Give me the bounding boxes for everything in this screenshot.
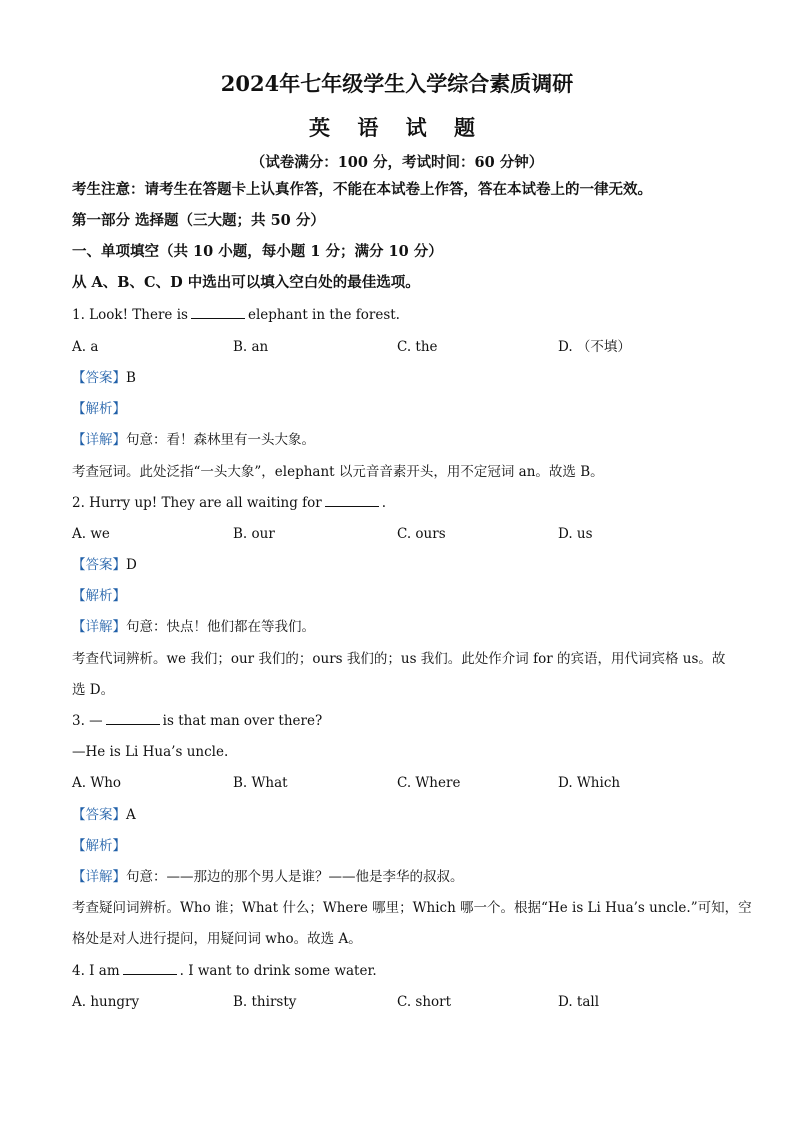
q3-option-b: B. What <box>233 775 288 791</box>
q2-detail: 【详解】句意：快点！他们都在等我们。 <box>72 619 315 635</box>
q4-option-c: C. short <box>397 994 452 1010</box>
question-2-stem: 2. Hurry up! They are all waiting for . <box>72 495 387 511</box>
q4-option-b: B. thirsty <box>233 994 297 1010</box>
exam-title: 2024年七年级学生入学综合素质调研 <box>220 71 574 96</box>
section-instruction: 从 A、B、C、D 中选出可以填入空白处的最佳选项。 <box>72 274 420 291</box>
section-heading: 一、单项填空（共 10 小题，每小题 1 分；满分 10 分） <box>72 243 443 260</box>
answer-blank <box>325 494 379 507</box>
q3-option-a: A. Who <box>72 775 122 791</box>
q1-answer: 【答案】B <box>72 370 136 386</box>
question-3-stem: 3. — is that man over there? <box>72 713 323 729</box>
q3-analysis: 【解析】 <box>72 838 126 854</box>
q2-answer: 【答案】D <box>72 557 137 573</box>
q1-explanation: 考查冠词。此处泛指“一头大象”，elephant 以元音音素开头，用不定冠词 an。故选 B。 <box>72 464 604 480</box>
q2-explanation-line-1: 考查代词辨析。we 我们；our 我们的；ours 我们的；us 我们。此处作介词 for 的宾语，用代词宾格 us。故 <box>72 651 726 667</box>
q3-explanation-line-2: 格处是对人进行提问，用疑问词 who。故选 A。 <box>72 931 362 947</box>
answer-blank <box>123 962 177 975</box>
part-heading: 第一部分 选择题（三大题；共 50 分） <box>72 212 325 229</box>
answer-blank <box>191 306 245 319</box>
q1-detail: 【详解】句意：看！森林里有一头大象。 <box>72 432 315 448</box>
q3-detail: 【详解】句意：——那边的那个男人是谁？——他是李华的叔叔。 <box>72 869 464 885</box>
q1-analysis: 【解析】 <box>72 401 126 417</box>
question-1-stem: 1. Look! There is elephant in the forest. <box>72 307 400 323</box>
answer-blank <box>106 712 160 725</box>
question-3-response: —He is Li Hua’s uncle. <box>72 744 229 760</box>
exam-info: （试卷满分：100 分，考试时间：60 分钟） <box>250 154 544 171</box>
q4-option-a: A. hungry <box>72 994 140 1010</box>
q2-option-c: C. ours <box>397 526 446 542</box>
q2-option-d: D. us <box>558 526 593 542</box>
q3-answer: 【答案】A <box>72 807 136 823</box>
question-4-stem: 4. I am . I want to drink some water. <box>72 963 377 979</box>
q1-option-a: A. a <box>72 339 99 355</box>
q2-option-b: B. our <box>233 526 275 542</box>
q2-option-a: A. we <box>72 526 110 542</box>
q3-option-d: D. Which <box>558 775 621 791</box>
q1-option-d: D. （不填） <box>558 339 631 355</box>
q2-analysis: 【解析】 <box>72 588 126 604</box>
q1-option-c: C. the <box>397 339 438 355</box>
subject-title: 英 语 试 题 <box>309 115 485 140</box>
q4-option-d: D. tall <box>558 994 600 1010</box>
q1-option-b: B. an <box>233 339 269 355</box>
q3-explanation-line-1: 考查疑问词辨析。Who 谁；What 什么；Where 哪里；Which 哪一个。根据“He is Li Hua’s uncle.”可知，空 <box>72 900 752 916</box>
candidate-notice: 考生注意：请考生在答题卡上认真作答，不能在本试卷上作答，答在本试卷上的一律无效。 <box>72 181 652 198</box>
q3-option-c: C. Where <box>397 775 461 791</box>
q2-explanation-line-2: 选 D。 <box>72 682 115 698</box>
